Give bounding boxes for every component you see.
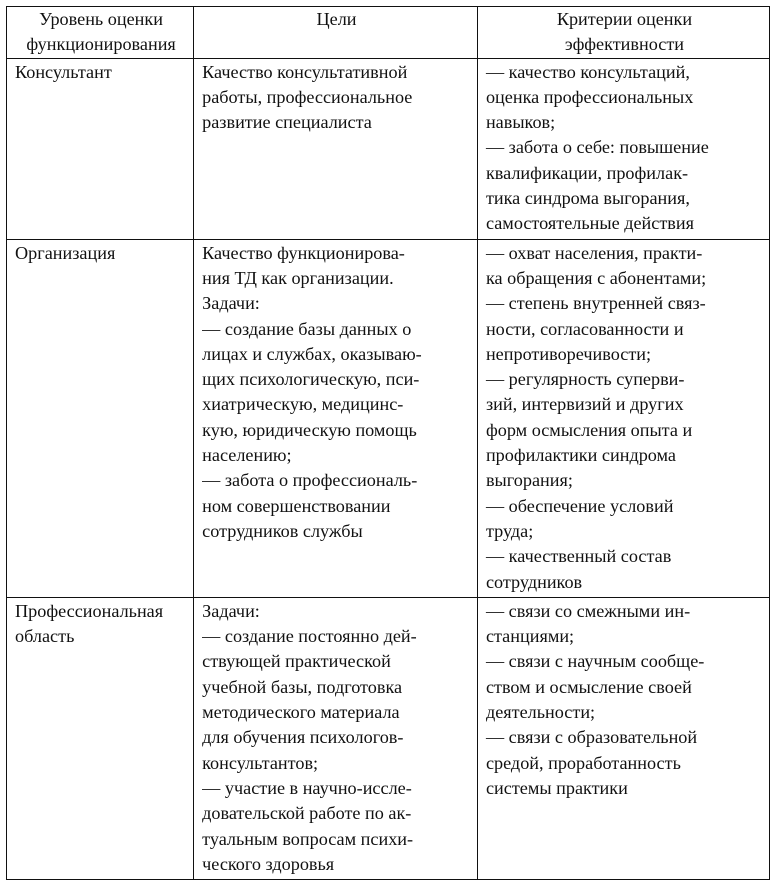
header-row (7, 7, 770, 59)
header-criteria-line: Критерии оценки (556, 9, 693, 29)
table-header (7, 7, 770, 59)
header-level-line: Уровень оценки (39, 9, 163, 29)
row-criteria-cell: — связи со смежными ин- станциями; — связи с научным сообще- ством и осмысление своей деятельности; — связи с образовательной средой, проработанность системы практики (477, 597, 769, 879)
row-level-cell: Консультант (7, 58, 194, 239)
header-goals-line: Цели (316, 9, 357, 29)
table-row (7, 58, 770, 239)
row-criteria-cell: — качество консультаций, оценка профессиональных навыков; — забота о себе: повышение квалификации, профилак- тика синдрома выгорания, самостоятельные действия (477, 58, 769, 239)
header-level-line: функционирования (26, 34, 176, 55)
row-goals-cell: Качество консультативной работы, профессиональное развитие специалиста (194, 58, 478, 239)
document-page (6, 6, 770, 880)
row-level-cell: Организация (7, 239, 194, 597)
header-criteria (477, 7, 769, 59)
row-goals-cell: Качество функционирова- ния ТД как организации. Задачи: — создание базы данных о лицах и службах, оказываю- щих психологическую, пси- хиатрическую, медицинс- кую, юридическую помощь населению; — забота о профессиональ- ном совершенствовании сотрудников службы (194, 239, 478, 597)
header-level (7, 7, 194, 59)
table-row (7, 597, 770, 879)
evaluation-criteria-table (6, 6, 770, 880)
header-goals (194, 7, 478, 59)
row-level-cell: Профессиональная область (7, 597, 194, 879)
table-row (7, 239, 770, 597)
header-criteria-line: эффективности (564, 34, 685, 55)
row-criteria-cell: — охват населения, практи- ка обращения с абонентами; — степень внутренней связ- ности, согласованности и непротиворечивости; — регулярность суперви- зий, интервизий и других форм осмысления опыта и профилактики синдрома выгорания; — обеспечение условий труда; — качественный состав сотрудников (477, 239, 769, 597)
row-goals-cell: Задачи: — создание постоянно дей- ствующей практической учебной базы, подготовка методического материала для обучения психологов- консультантов; — участие в научно-иссле- довательской работе по ак- туальным вопросам психи- ческого здоровья (194, 597, 478, 879)
